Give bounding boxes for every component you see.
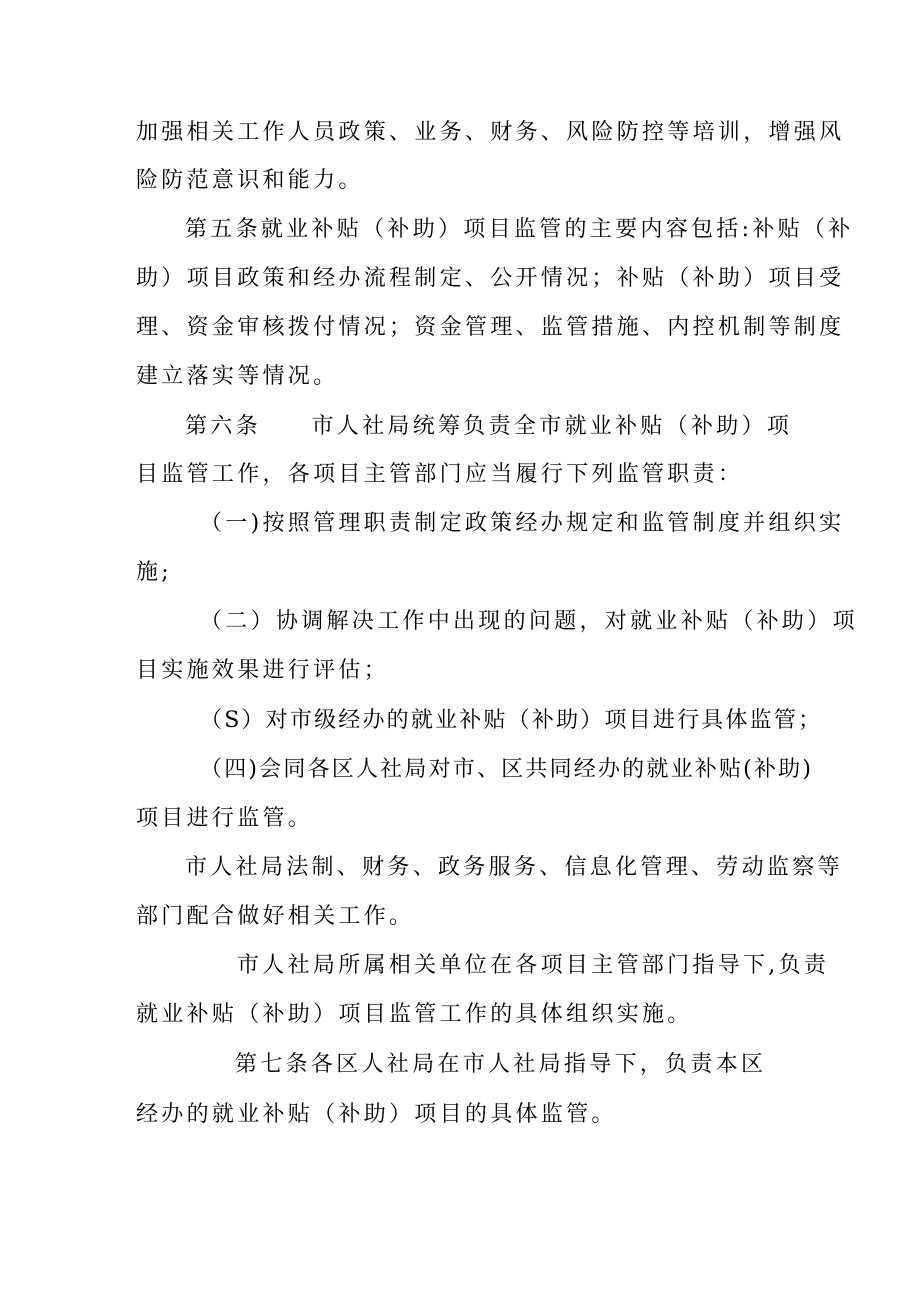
cooperation-line: 部门配合做好相关工作。	[136, 904, 415, 929]
duty-item-2-line: （二）协调解决工作中出现的问题，对就业补贴（补助）项	[200, 609, 858, 634]
duty-item-2-line: 目实施效果进行评估；	[136, 658, 390, 683]
article-7-line: 第七条各区人社局在市人社局指导下，负责本区	[235, 1052, 767, 1077]
article-5-line: 理、资金审核拨付情况；资金管理、监管措施、内控机制等制度	[136, 315, 845, 340]
duty-item-1-line: 施;	[136, 560, 173, 585]
cooperation-line: 市人社局法制、财务、政务服务、信息化管理、劳动监察等	[185, 855, 843, 880]
duty-item-1-line: （一)按照管理职责制定政策经办规定和监管制度并组织实	[200, 511, 845, 536]
duty-item-4-line: 项目进行监管。	[136, 806, 314, 831]
article-5-line: 建立落实等情况。	[136, 364, 339, 389]
article-5-line: 第五条就业补贴（补助）项目监管的主要内容包括:补贴（补	[185, 217, 854, 242]
affiliated-units-line: 市人社局所属相关单位在各项目主管部门指导下,负责	[237, 953, 830, 978]
affiliated-units-line: 就业补贴（补助）项目监管工作的具体组织实施。	[136, 1002, 693, 1027]
duty-item-3-line: （S）对市级经办的就业补贴（补助）项目进行具体监管；	[200, 708, 823, 733]
article-5-line: 助）项目政策和经办流程制定、公开情况；补贴（补助）项目受	[136, 266, 845, 291]
paragraph-line: 险防范意识和能力。	[136, 168, 364, 193]
article-6-line: 第六条 市人社局统筹负责全市就业补贴（补助）项	[185, 414, 793, 439]
article-7-line: 经办的就业补贴（补助）项目的具体监管。	[136, 1102, 617, 1127]
duty-item-4-line: （四)会同各区人社局对市、区共同经办的就业补贴(补助)	[200, 757, 814, 782]
paragraph-line: 加强相关工作人员政策、业务、财务、风险防控等培训，增强风	[136, 120, 845, 145]
article-6-line: 目监管工作，各项目主管部门应当履行下列监管职责：	[136, 462, 744, 487]
